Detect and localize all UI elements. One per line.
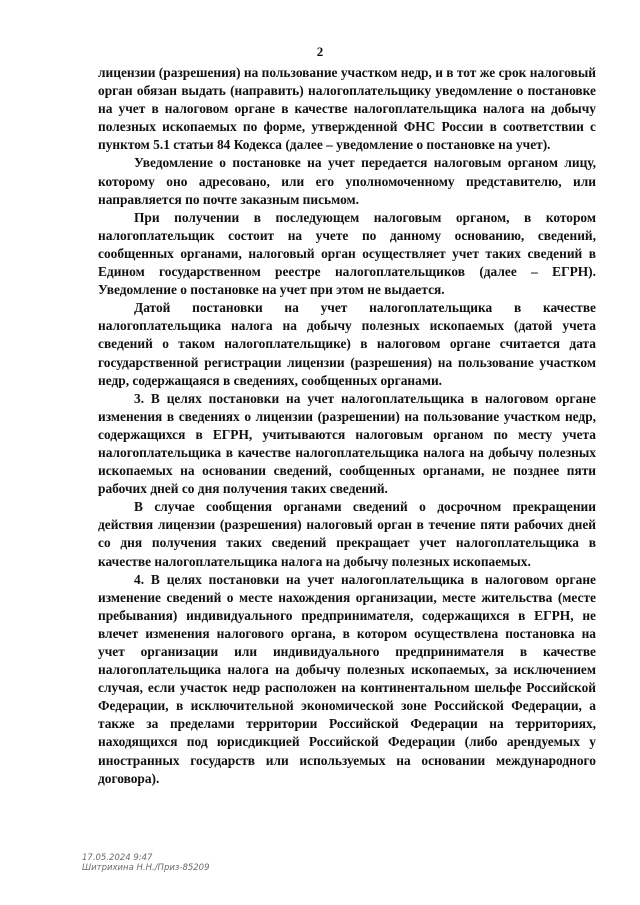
paragraph-item-3: 3. В целях постановки на учет налогоплательщика в налоговом органе изменения в сведениях о лицензии (разрешении) на пользование участком недр, содержащихся в ЕГРН, учитываются налоговым органом по месту учета налогоплательщика в качестве налогоплательщика налога на добычу полезных ископаемых на основании сведений, сообщенных органами, не позднее пяти рабочих дней со дня получения таких сведений. — [98, 390, 596, 497]
paragraph-early-termination: В случае сообщения органами сведений о досрочном прекращении действия лицензии (разрешения) налоговый орган в течение пяти рабочих дней со дня получения таких сведений прекращает учет налогоплательщика в качестве налогоплательщика налога на добычу полезных ископаемых. — [98, 499, 596, 569]
paragraph-registration-date: Датой постановки на учет налогоплательщика в качестве налогоплательщика налога на добычу полезных ископаемых (датой учета сведений о таком налогоплательщике) в налоговом органе считается дата государственной регистрации лицензии (разрешения) на пользование участком недр, содержащаяся в сведениях, сообщенных органами. — [98, 300, 596, 388]
paragraph-notice-delivery: Уведомление о постановке на учет передается налоговым органом лицу, которому оно адресовано, или его уполномоченному представителю, или направляется по почте заказным письмом. — [98, 155, 596, 207]
page-number: 2 — [316, 44, 324, 59]
footer-executor: Шитрихина Н.Н./Приз-85209 — [82, 863, 210, 873]
footer-stamp — [82, 853, 210, 873]
document-body — [98, 64, 596, 788]
footer-timestamp: 17.05.2024 9:47 — [82, 853, 153, 863]
paragraph-subsequent-data: При получении в последующем налоговым органом, в котором налогоплательщик состоит на учете по данному основанию, сведений, сообщенных органами, налоговый орган осуществляет учет таких сведений в Едином государственном реестре налогоплательщиков (далее – ЕГРН). Уведомление о постановке на учет при этом не выдается. — [98, 209, 596, 298]
paragraph-item-4: 4. В целях постановки на учет налогоплательщика в налоговом органе изменение сведений о месте нахождения организации, месте жительства (месте пребывания) индивидуального предпринимателя, содержащихся в ЕГРН, не влечет изменения налогового органа, в котором осуществлена постановка на учет организации или индивидуального предпринимателя в качестве налогоплательщика налога на добычу полезных ископаемых, за исключением случая, если участок недр расположен на континентальном шельфе Российской Федерации, в исключительной экономической зоне Российской Федерации, а также за пределами территории Российской Федерации на территориях, находящихся под юрисдикцией Российской Федерации (либо арендуемых у иностранных государств или используемых на основании международного договора). — [98, 571, 596, 786]
paragraph-continuation: лицензии (разрешения) на пользование участком недр, и в тот же срок налоговый орган обязан выдать (направить) налогоплательщику уведомление о постановке на учет в налоговом органе в качестве налогоплательщика налога на добычу полезных ископаемых по форме, утвержденной ФНС России в соответствии с пунктом 5.1 статьи 84 Кодекса (далее – уведомление о постановке на учет). — [98, 65, 596, 153]
